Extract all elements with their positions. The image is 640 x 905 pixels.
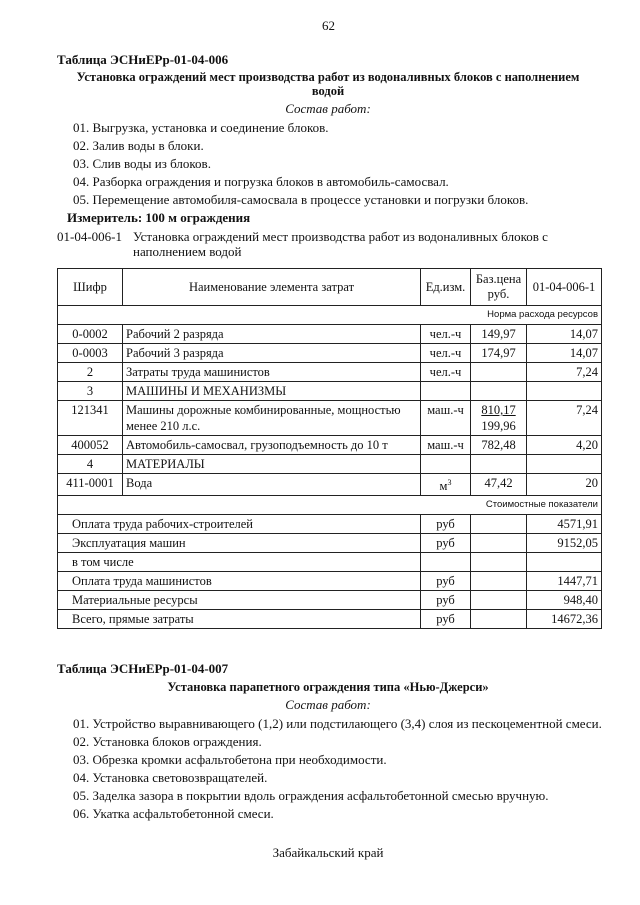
summary-row xyxy=(58,591,602,610)
table-header-row xyxy=(58,269,602,306)
page-number: 62 xyxy=(322,18,335,33)
cell-name: Рабочий 2 разряда xyxy=(123,325,421,344)
cell-code: 0-0003 xyxy=(58,344,123,363)
cell-unit: чел.-ч xyxy=(421,344,471,363)
cell-code: 4 xyxy=(58,455,123,474)
table1-work-label: Состав работ: xyxy=(285,101,371,116)
cell-name-line1: Машины дорожные комбинированные, мощностью xyxy=(126,403,401,417)
summary-label: Оплата труда рабочих-строителей xyxy=(58,515,421,534)
table1-item-code: 01-04-006-1 xyxy=(57,229,122,244)
summary-unit: руб xyxy=(421,534,471,553)
cell-empty xyxy=(471,534,527,553)
unit-sup: 3 xyxy=(447,478,452,487)
table2-work-item: 01. Устройство выравнивающего (1,2) или подстилающего (3,4) слоя из пескоцементной смеси. xyxy=(73,716,602,731)
table-row xyxy=(58,325,602,344)
cell-unit: чел.-ч xyxy=(421,363,471,382)
table1-work-item: 04. Разборка ограждения и погрузка блоков в автомобиль-самосвал. xyxy=(73,174,449,189)
col-header-code: Шифр xyxy=(58,269,123,306)
cell-price: 174,97 xyxy=(471,344,527,363)
cost-header: Стоимостные показатели xyxy=(58,496,602,515)
cell-name xyxy=(123,401,421,436)
cell-empty xyxy=(471,553,527,572)
table1-work-item: 02. Залив воды в блоки. xyxy=(73,138,204,153)
table2-work-label: Состав работ: xyxy=(285,697,371,712)
col-header-unit: Ед.изм. xyxy=(421,269,471,306)
cell-norm: 20 xyxy=(527,474,602,496)
cell-norm: 14,07 xyxy=(527,344,602,363)
table2-title: Таблица ЭСНиЕРр-01-04-007 xyxy=(57,661,229,676)
norm-header-row xyxy=(58,306,602,325)
cell-name: Затраты труда машинистов xyxy=(123,363,421,382)
section-row-machines xyxy=(58,382,602,401)
table1-work-item: 03. Слив воды из блоков. xyxy=(73,156,211,171)
cell-norm: 4,20 xyxy=(527,436,602,455)
cell-code: 411-0001 xyxy=(58,474,123,496)
summary-row xyxy=(58,553,602,572)
cell-norm: 7,24 xyxy=(527,401,602,436)
table2-work-item: 05. Заделка зазора в покрытии вдоль ограждения асфальтобетонной смесью вручную. xyxy=(73,788,549,803)
cell-empty xyxy=(527,455,602,474)
table1-work-item: 05. Перемещение автомобиля-самосвала в процессе установки и погрузки блоков. xyxy=(73,192,529,207)
col-header-price-line2: руб. xyxy=(487,287,510,301)
summary-unit: руб xyxy=(421,591,471,610)
cell-price: 782,48 xyxy=(471,436,527,455)
cell-unit: маш.-ч xyxy=(421,436,471,455)
cell-norm: 7,24 xyxy=(527,363,602,382)
cost-header-row xyxy=(58,496,602,515)
summary-label: Оплата труда машинистов xyxy=(58,572,421,591)
cell-code: 0-0002 xyxy=(58,325,123,344)
summary-value: 14672,36 xyxy=(527,610,602,629)
cell-empty xyxy=(471,610,527,629)
cell-empty xyxy=(421,455,471,474)
cell-empty xyxy=(421,382,471,401)
norm-header: Норма расхода ресурсов xyxy=(58,306,602,325)
section-title-machines: МАШИНЫ И МЕХАНИЗМЫ xyxy=(123,382,421,401)
cell-code: 2 xyxy=(58,363,123,382)
col-header-price-line1: Баз.цена xyxy=(475,272,522,286)
summary-row xyxy=(58,534,602,553)
cell-empty xyxy=(471,515,527,534)
table2-heading: Установка парапетного ограждения типа «Нью-Джерси» xyxy=(167,680,489,694)
unit-base: м xyxy=(439,479,448,494)
summary-row xyxy=(58,515,602,534)
cell-unit xyxy=(421,474,471,496)
cell-price xyxy=(471,401,527,436)
cell-price: 47,42 xyxy=(471,474,527,496)
cell-code: 121341 xyxy=(58,401,123,436)
cell-empty xyxy=(471,455,527,474)
table2-work-item: 03. Обрезка кромки асфальтобетона при необходимости. xyxy=(73,752,387,767)
summary-unit xyxy=(421,553,471,572)
resource-table xyxy=(57,268,602,629)
cell-name: Автомобиль-самосвал, грузоподъемность до 10 т xyxy=(123,436,421,455)
cell-empty xyxy=(471,382,527,401)
table-row xyxy=(58,474,602,496)
cell-empty xyxy=(527,382,602,401)
cell-name: Вода xyxy=(123,474,421,496)
summary-value: 1447,71 xyxy=(527,572,602,591)
summary-label: Эксплуатация машин xyxy=(58,534,421,553)
footer-region: Забайкальский край xyxy=(272,845,384,860)
table1-heading-line1: Установка ограждений мест производства работ из водоналивных блоков с наполнением xyxy=(76,70,580,84)
summary-unit: руб xyxy=(421,610,471,629)
cell-code: 3 xyxy=(58,382,123,401)
table2-work-item: 04. Установка световозвращателей. xyxy=(73,770,268,785)
cell-code: 400052 xyxy=(58,436,123,455)
table1-meter: Измеритель: 100 м ограждения xyxy=(67,210,251,225)
summary-value: 9152,05 xyxy=(527,534,602,553)
summary-label: в том числе xyxy=(58,553,421,572)
cell-price-line2: 199,96 xyxy=(481,419,516,433)
cell-price-line1: 810,17 xyxy=(481,403,516,417)
cell-unit: чел.-ч xyxy=(421,325,471,344)
table2-work-item: 02. Установка блоков ограждения. xyxy=(73,734,262,749)
summary-value xyxy=(527,553,602,572)
summary-row xyxy=(58,610,602,629)
table1-heading-line2: водой xyxy=(311,84,345,98)
table1-item-desc-line1: Установка ограждений мест производства работ из водоналивных блоков с xyxy=(133,229,548,244)
cell-norm: 14,07 xyxy=(527,325,602,344)
table1-work-item: 01. Выгрузка, установка и соединение блоков. xyxy=(73,120,329,135)
table1-title: Таблица ЭСНиЕРр-01-04-006 xyxy=(57,52,229,67)
table-row xyxy=(58,344,602,363)
table2-work-item: 06. Укатка асфальтобетонной смеси. xyxy=(73,806,274,821)
cell-price: 149,97 xyxy=(471,325,527,344)
col-header-price xyxy=(471,269,527,306)
col-header-norm: 01-04-006-1 xyxy=(527,269,602,306)
summary-unit: руб xyxy=(421,572,471,591)
summary-label: Материальные ресурсы xyxy=(58,591,421,610)
cell-empty xyxy=(471,572,527,591)
summary-unit: руб xyxy=(421,515,471,534)
section-title-materials: МАТЕРИАЛЫ xyxy=(123,455,421,474)
col-header-name: Наименование элемента затрат xyxy=(123,269,421,306)
cell-unit: маш.-ч xyxy=(421,401,471,436)
cell-empty xyxy=(471,591,527,610)
table-row xyxy=(58,401,602,436)
summary-row xyxy=(58,572,602,591)
table-row xyxy=(58,436,602,455)
table1-item-desc-line2: наполнением водой xyxy=(133,244,242,259)
cell-name: Рабочий 3 разряда xyxy=(123,344,421,363)
cell-price xyxy=(471,363,527,382)
table-row xyxy=(58,363,602,382)
section-row-materials xyxy=(58,455,602,474)
cell-name-line2: менее 210 л.с. xyxy=(126,419,201,433)
summary-label: Всего, прямые затраты xyxy=(58,610,421,629)
summary-value: 4571,91 xyxy=(527,515,602,534)
summary-value: 948,40 xyxy=(527,591,602,610)
